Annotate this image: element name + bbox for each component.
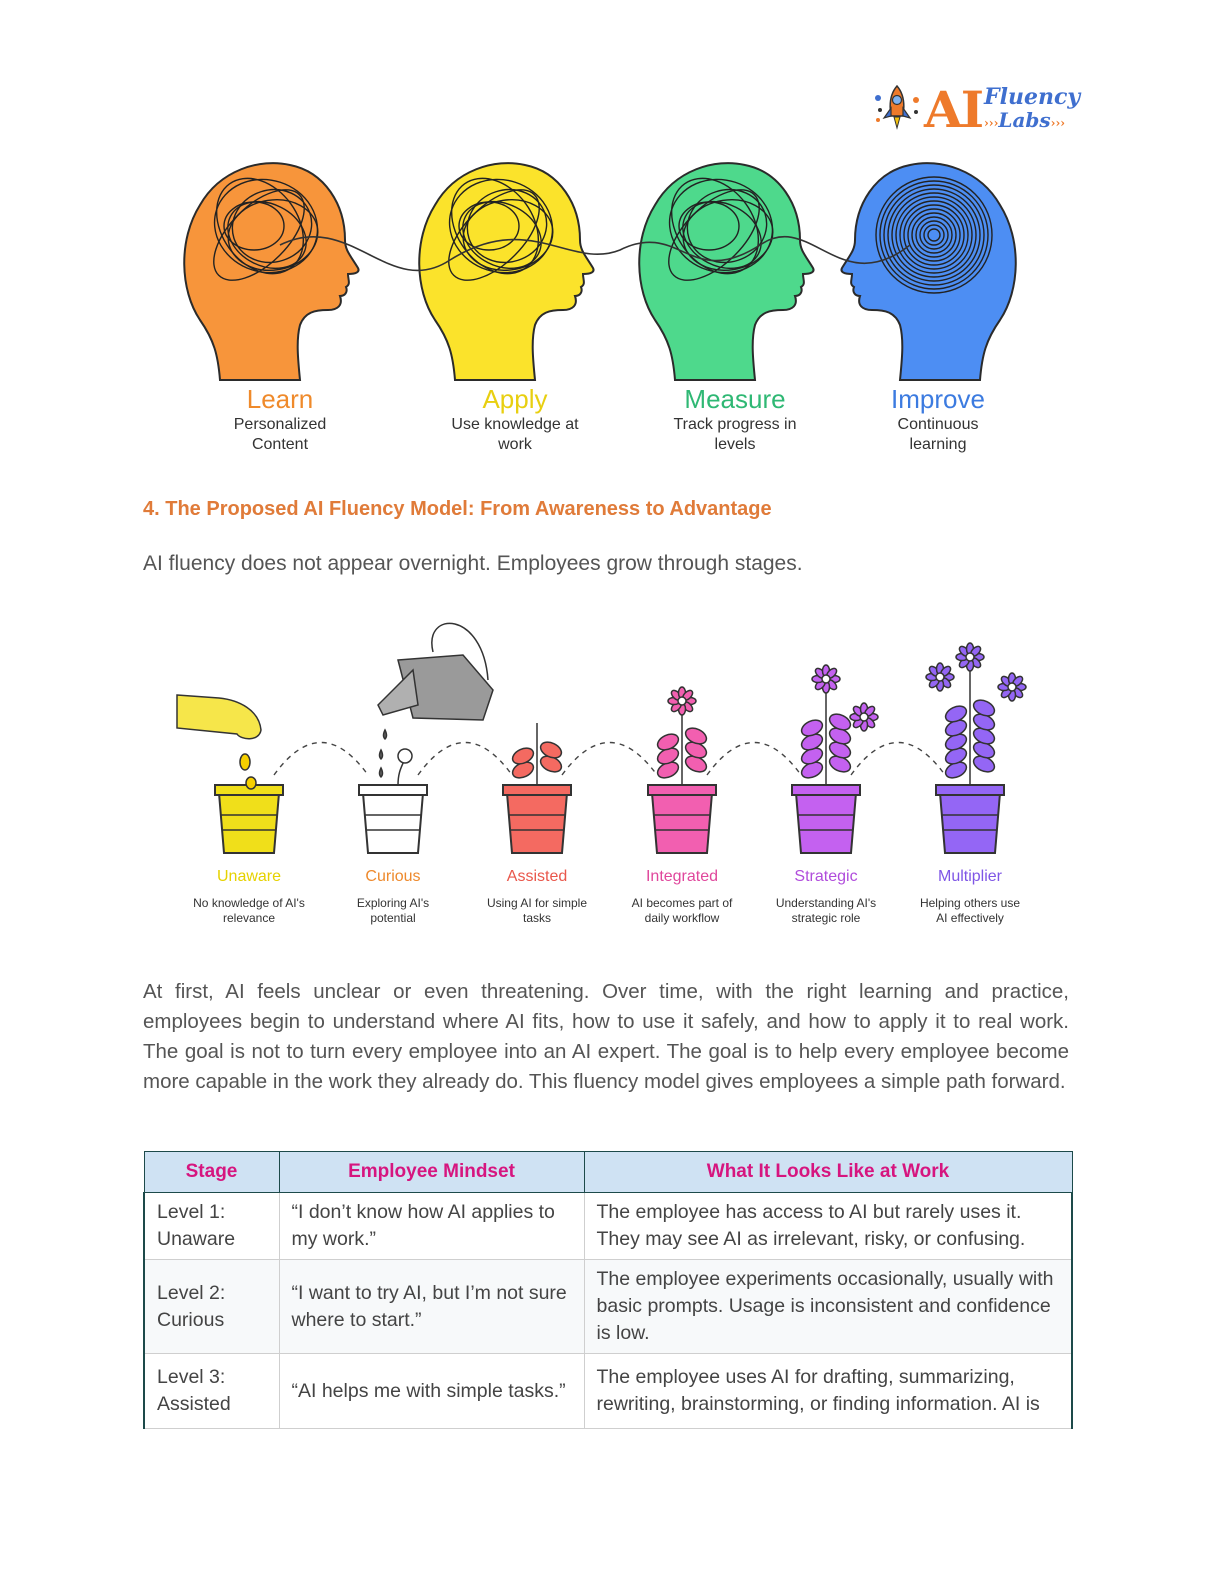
stage-label-curious — [318, 868, 468, 926]
table-row — [144, 1193, 1072, 1260]
table-header-work: What It Looks Like at Work — [584, 1152, 1072, 1193]
head-title: Improve — [891, 384, 985, 414]
head-title: Apply — [482, 384, 548, 414]
body-paragraph: At first, AI feels unclear or even threatening. Over time, with the right learning and practice, employees begin to understand where AI fits, how to use it safely, and how to apply it to real work. The goal is not to turn every employee into an AI expert. The goal is to help every employee become more capable in the work they already do. This fluency model gives employees a simple path forward. — [143, 980, 1069, 1093]
dashed-connector — [418, 743, 512, 776]
dashed-connector — [851, 743, 945, 776]
logo-labs-text: Labs — [998, 108, 1051, 132]
stage-name: Curious — [157, 1308, 225, 1331]
stage-title: Unaware — [216, 868, 282, 885]
plant — [177, 695, 261, 789]
section-title: 4. The Proposed AI Fluency Model: From Awareness to Advantage — [143, 498, 772, 520]
stage-cell — [144, 1193, 279, 1260]
table-row — [144, 1354, 1072, 1429]
brand-logo — [872, 80, 1081, 139]
stage-cell — [144, 1354, 279, 1429]
head-description: Use knowledge at — [451, 416, 579, 433]
stage-description: Exploring AI's potential — [356, 896, 430, 925]
head-description: levels — [714, 436, 756, 453]
stage-title: Curious — [365, 868, 421, 885]
stage-description: Using AI for simple tasks — [486, 896, 588, 925]
mindset-cell: “I don’t know how AI applies to my work.” — [279, 1193, 584, 1260]
table-header-mindset: Employee Mindset — [279, 1152, 584, 1193]
head-label-improve — [838, 384, 1038, 455]
dashed-connector — [562, 743, 657, 776]
stage-level: Level 1: — [157, 1201, 226, 1223]
dashed-connector — [274, 743, 368, 776]
stage-level: Level 2: — [157, 1281, 226, 1304]
stage-title: Multiplier — [937, 868, 1002, 885]
head-label-learn — [180, 384, 380, 455]
plant-pot-unaware — [215, 785, 283, 853]
stage-description: AI becomes part of daily workflow — [631, 896, 733, 925]
plant — [926, 643, 1026, 785]
logo-ai-text: AI — [924, 80, 983, 139]
dashed-connector — [707, 743, 801, 776]
head-title: Measure — [684, 384, 786, 414]
flower-icon — [850, 703, 878, 731]
stage-description: No knowledge of AI's relevance — [193, 896, 305, 925]
head-learn — [184, 162, 358, 380]
head-title: Learn — [246, 384, 314, 414]
logo-arrows-right: ››› — [1050, 116, 1066, 130]
head-description: Continuous — [897, 416, 979, 433]
head-label-measure — [635, 384, 835, 455]
head-description: Content — [251, 436, 309, 453]
heads-illustration — [150, 150, 1050, 390]
plants-illustration — [160, 610, 1060, 860]
work-cell: The employee has access to AI but rarely uses it. They may see AI as irrelevant, risky, or confusing. — [584, 1193, 1072, 1260]
flower-icon — [926, 663, 954, 691]
work-cell: The employee uses AI for drafting, summarizing, rewriting, brainstorming, or finding information. AI is — [584, 1354, 1072, 1429]
stage-description: Helping others use AI effectively — [919, 896, 1021, 925]
mindset-cell: “I want to try AI, but I’m not sure where to start.” — [279, 1260, 584, 1354]
logo-arrows: ››› — [984, 116, 999, 130]
stage-name: Unaware — [157, 1228, 236, 1250]
stage-name: Assisted — [157, 1393, 231, 1415]
rocket-icon — [872, 84, 922, 132]
plant-pot-strategic — [792, 785, 860, 853]
table-row — [144, 1260, 1072, 1354]
logo-fluency-text: Fluency — [984, 84, 1081, 110]
stage-label-assisted — [462, 868, 612, 926]
stage-label-strategic — [751, 868, 901, 926]
stage-description: Understanding AI's strategic role — [775, 896, 877, 925]
head-apply — [419, 162, 593, 380]
work-cell: The employee experiments occasionally, usually with basic prompts. Usage is inconsistent and confidence is low. — [584, 1260, 1072, 1354]
head-improve — [841, 163, 1015, 380]
plant-pot-assisted — [503, 785, 571, 853]
table-header-row — [144, 1152, 1072, 1193]
flower-icon — [998, 673, 1026, 701]
stage-title: Integrated — [645, 868, 719, 885]
head-description: work — [498, 436, 532, 453]
head-label-apply — [415, 384, 615, 455]
head-description: Track progress in — [673, 416, 797, 433]
head-measure — [639, 162, 813, 380]
fluency-stages-infographic — [160, 610, 1060, 950]
plant — [655, 687, 709, 785]
plant — [378, 623, 493, 785]
head-description: learning — [909, 436, 967, 453]
intro-text: AI fluency does not appear overnight. Employees grow through stages. — [143, 552, 803, 575]
stage-cell — [144, 1260, 279, 1354]
stage-label-integrated — [607, 868, 757, 926]
mindset-cell: “AI helps me with simple tasks.” — [279, 1354, 584, 1429]
plant — [799, 665, 878, 785]
table-header-stage: Stage — [144, 1152, 279, 1193]
flower-icon — [668, 687, 696, 715]
stage-level: Level 3: — [157, 1366, 226, 1388]
fluency-stages-table — [143, 1151, 1073, 1429]
head-description: Personalized — [233, 416, 327, 433]
plant-pot-curious — [359, 785, 427, 853]
plant-pot-multiplier — [936, 785, 1004, 853]
connecting-line — [280, 237, 910, 271]
learning-cycle-infographic — [150, 150, 1050, 480]
flower-icon — [812, 665, 840, 693]
stage-label-multiplier — [895, 868, 1045, 926]
flower-icon — [956, 643, 984, 671]
plant — [510, 723, 564, 785]
stage-label-unaware — [174, 868, 324, 926]
stage-title: Strategic — [794, 868, 858, 885]
logo-labs-line — [984, 108, 1065, 132]
stage-title: Assisted — [506, 868, 568, 885]
plant-pot-integrated — [648, 785, 716, 853]
